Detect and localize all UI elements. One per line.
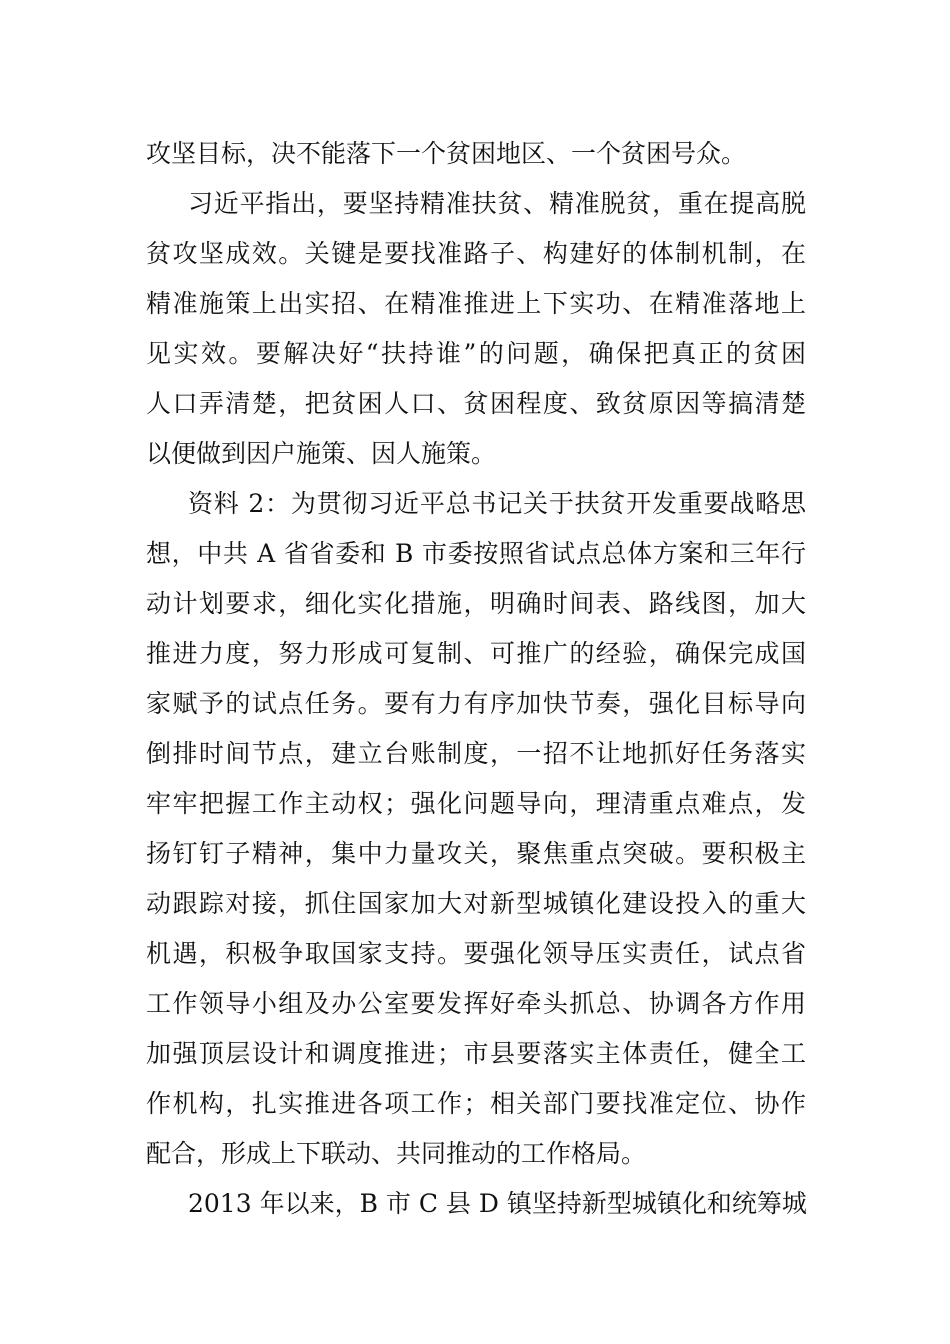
text-line-13: 倒排时间节点，建立台账制度，一招不让地抓好任务落实 [146, 739, 806, 768]
text-line-20: 作机构，扎实推进各项工作；相关部门要找准定位、协作 [146, 1089, 806, 1118]
text-line-9: 想，中共 A 省省委和 B 市委按照省试点总体方案和三年行 [146, 539, 806, 568]
text-line-1: 攻坚目标，决不能落下一个贫困地区、一个贫困号众。 [146, 139, 747, 168]
text-line-2: 习近平指出，要坚持精准扶贫、精准脱贫，重在提高脱 [188, 189, 806, 218]
text-line-6: 人口弄清楚，把贫困人口、贫困程度、致贫原因等搞清楚 [146, 389, 806, 418]
text-line-5: 见实效。要解决好“扶持谁”的问题，确保把真正的贫困 [146, 339, 806, 368]
text-line-17: 机遇，积极争取国家支持。要强化领导压实责任，试点省 [146, 939, 806, 968]
text-line-16: 动跟踪对接，抓住国家加大对新型城镇化建设投入的重大 [146, 889, 806, 918]
text-line-10: 动计划要求，细化实化措施，明确时间表、路线图，加大 [146, 589, 806, 618]
text-line-18: 工作领导小组及办公室要发挥好牵头抓总、协调各方作用 [146, 989, 806, 1018]
text-line-11: 推进力度，努力形成可复制、可推广的经验，确保完成国 [146, 639, 806, 668]
text-line-14: 牢牢把握工作主动权；强化问题导向，理清重点难点，发 [146, 789, 806, 818]
text-line-12: 家赋予的试点任务。要有力有序加快节奏，强化目标导向 [146, 689, 806, 718]
text-line-7: 以便做到因户施策、因人施策。 [146, 439, 497, 468]
text-line-21: 配合，形成上下联动、共同推动的工作格局。 [146, 1139, 647, 1168]
text-line-19: 加强顶层设计和调度推进；市县要落实主体责任，健全工 [146, 1039, 806, 1068]
text-line-15: 扬钉钉子精神，集中力量攻关，聚焦重点突破。要积极主 [146, 839, 806, 868]
text-line-4: 精准施策上出实招、在精准推进上下实功、在精准落地上 [146, 289, 806, 318]
text-line-22: 2013 年以来，B 市 C 县 D 镇坚持新型城镇化和统筹城 [188, 1189, 807, 1218]
text-line-8: 资料 2：为贯彻习近平总书记关于扶贫开发重要战略思 [188, 489, 806, 518]
text-line-3: 贫攻坚成效。关键是要找准路子、构建好的体制机制，在 [146, 239, 806, 268]
